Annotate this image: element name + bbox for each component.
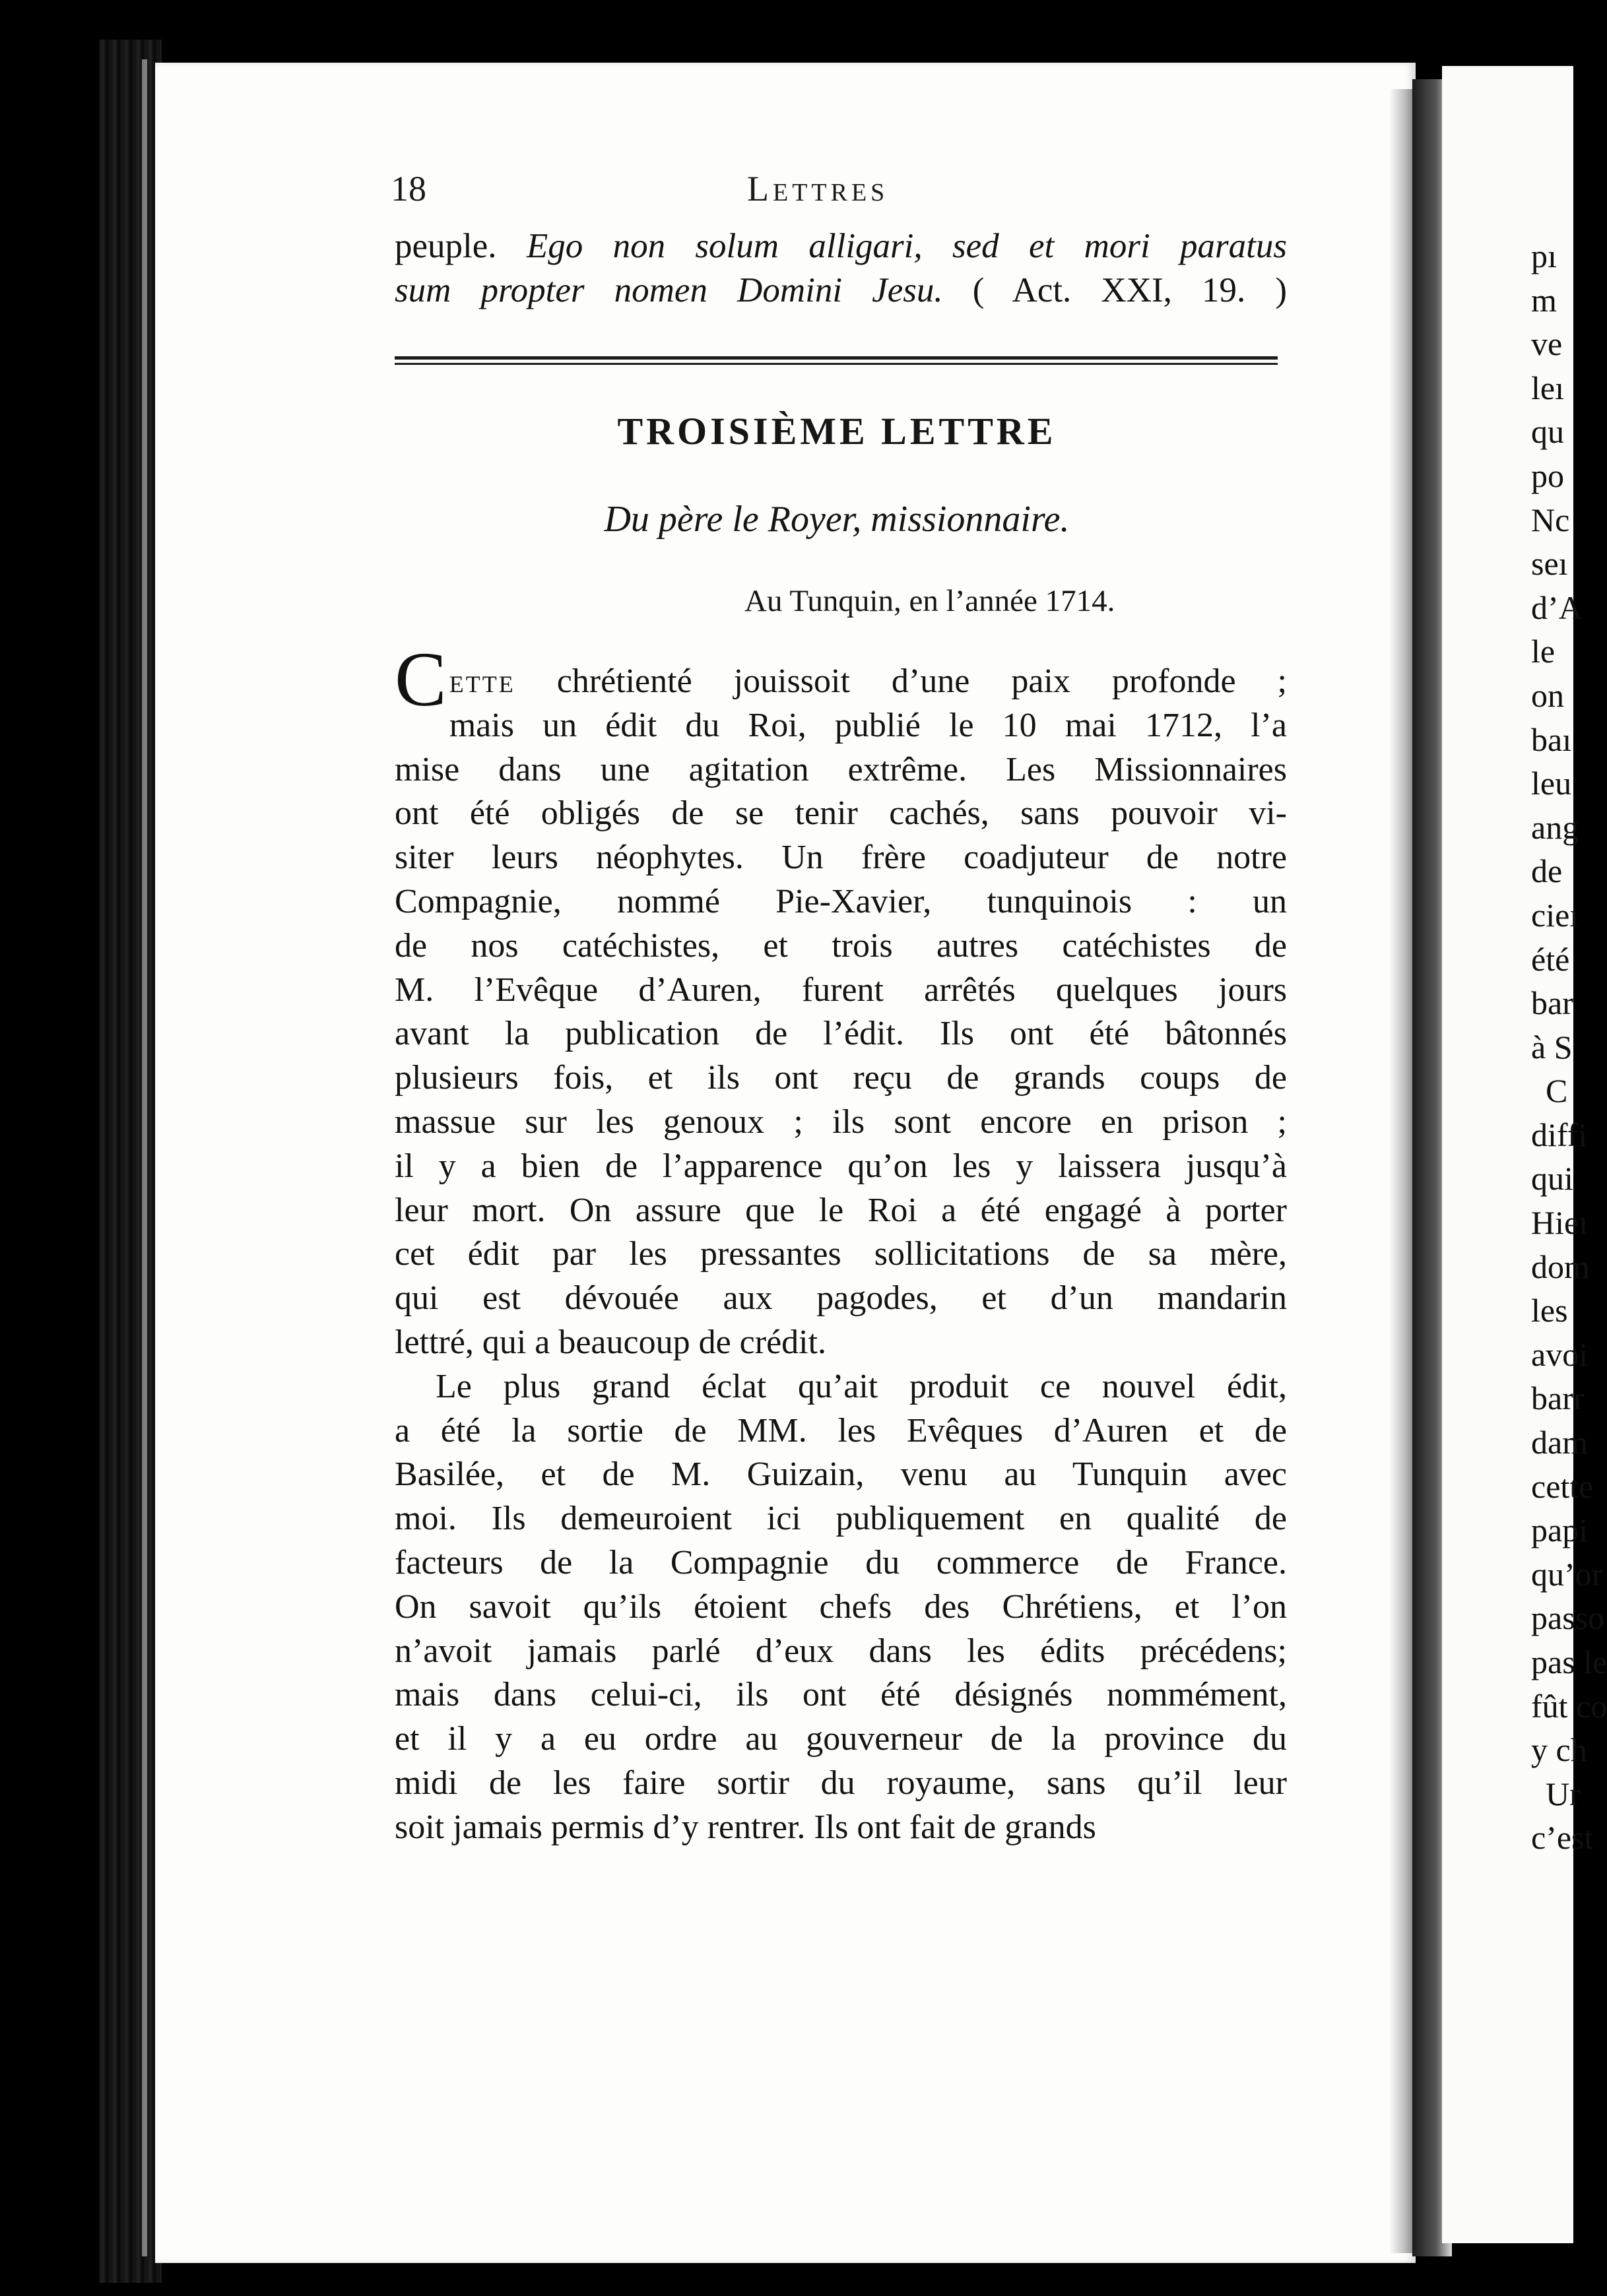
facing-line-fragment: ve — [1531, 325, 1563, 363]
text-line: Basilée, et de M. Guizain, venu au Tunquin avec — [395, 1455, 1287, 1494]
text-line: il y a bien de l’apparence qu’on les y laissera jusqu’à — [395, 1147, 1287, 1185]
facing-line-fragment: leı — [1531, 369, 1564, 406]
facing-line-fragment: po — [1531, 457, 1564, 494]
latin-quote: sum propter nomen Domini Jesu. — [395, 271, 943, 309]
text-line — [395, 224, 1287, 269]
facing-line-fragment: y ch — [1531, 1731, 1587, 1769]
facing-line-fragment: bar — [1531, 984, 1573, 1022]
paragraph-2 — [395, 1365, 1287, 1850]
facing-page-text — [1531, 234, 1607, 1860]
facing-line-fragment: leu — [1531, 765, 1572, 802]
text-line: soit jamais permis d’y rentrer. Ils ont fait de grands — [395, 1808, 1096, 1846]
facing-line-fragment: à S — [1531, 1028, 1573, 1066]
facing-line-fragment: été — [1531, 940, 1570, 978]
text-line: et il y a eu ordre au gouverneur de la province du — [395, 1720, 1287, 1758]
facing-line-fragment: qui — [1531, 1160, 1573, 1197]
facing-line-fragment: dom — [1531, 1248, 1590, 1285]
text-line: Compagnie, nommé Pie-Xavier, tunquinois : un — [395, 882, 1287, 920]
book-binding-edge — [99, 40, 162, 2283]
paragraph-1 — [395, 704, 1287, 1365]
page-number: 18 — [391, 169, 426, 208]
facing-line-fragment: avoi — [1531, 1335, 1589, 1373]
text-line: qui est dévouée aux pagodes, et d’un mandarin — [395, 1279, 1287, 1318]
text-line — [395, 636, 1287, 722]
running-head — [391, 168, 932, 214]
text-line: cet édit par les pressantes sollicitations de sa mère, — [395, 1235, 1287, 1273]
text-line: mais un édit du Roi, publié le 10 mai 1712, l’a — [449, 706, 1287, 744]
first-word-rest: ette — [449, 662, 515, 700]
facing-line-fragment: on — [1531, 676, 1564, 714]
facing-line-fragment: papi — [1531, 1512, 1589, 1549]
facing-line-fragment: baı — [1531, 720, 1572, 758]
text-line: de nos catéchistes, et trois autres catéchistes de — [395, 926, 1287, 965]
text-line: leur mort. On assure que le Roi a été engagé à porter — [395, 1191, 1287, 1229]
facing-line-fragment: pas le — [1531, 1643, 1607, 1680]
facing-line-fragment: barr — [1531, 1380, 1585, 1417]
text-line: mise dans une agitation extrême. Les Missionnaires — [395, 750, 1287, 788]
letter-body — [395, 636, 1287, 1850]
facing-line-fragment: le — [1531, 633, 1556, 670]
latin-quote: Ego non solum alligari, sed et mori paratus — [526, 227, 1288, 265]
text-line: M. l’Evêque d’Auren, furent arrêtés quelques jours — [395, 971, 1287, 1009]
text-line: a été la sortie de MM. les Evêques d’Auren et de — [395, 1411, 1287, 1450]
letter-place-date: Au Tunquin, en l’année 1714. — [744, 584, 1115, 618]
facing-line-fragment: pı — [1531, 238, 1557, 274]
text-line: massue sur les genoux ; ils sont encore en prison ; — [395, 1102, 1287, 1141]
facing-line-fragment: qu’or — [1531, 1555, 1603, 1593]
facing-line-fragment: les — [1531, 1292, 1568, 1329]
facing-line-fragment: Hieı — [1531, 1204, 1589, 1242]
binding-highlight — [142, 59, 147, 2256]
drop-cap: C — [395, 636, 447, 722]
facing-line-fragment: d’A — [1531, 589, 1583, 626]
facing-line-fragment: seı — [1531, 545, 1568, 583]
facing-line-fragment: de — [1531, 852, 1563, 890]
facing-line-fragment: Ur — [1546, 1775, 1581, 1812]
facing-line-fragment: c’est — [1531, 1819, 1594, 1857]
facing-line-fragment: C — [1546, 1072, 1568, 1110]
facing-line-fragment: passo — [1531, 1599, 1605, 1637]
facing-line-fragment: cette — [1531, 1467, 1594, 1505]
facing-line-fragment: qu — [1531, 413, 1564, 451]
text-line: siter leurs néophytes. Un frère coadjuteur de notre — [395, 839, 1287, 877]
text-line: On savoit qu’ils étoient chefs des Chrétiens, et l’on — [395, 1587, 1287, 1626]
text-line: plusieurs fois, et ils ont reçu de grands coups de — [395, 1059, 1287, 1097]
running-title: Lettres — [747, 169, 889, 208]
letter-title: TROISIÈME LETTRE — [617, 410, 1057, 453]
text-line — [395, 269, 1287, 313]
facing-line-fragment: fût co — [1531, 1687, 1607, 1725]
scripture-reference: ( Act. XXI, 19. ) — [972, 271, 1287, 309]
text-line: lettré, qui a beaucoup de crédit. — [395, 1323, 827, 1361]
text-line: Le plus grand éclat qu’ait produit ce nouvel édit, — [436, 1367, 1287, 1405]
text-line: mais dans celui-ci, ils ont été désignés nommément, — [395, 1676, 1287, 1714]
facing-line-fragment: m — [1531, 281, 1557, 319]
text-span: peuple. — [395, 227, 497, 265]
text-line: midi de les faire sortir du royaume, sans qu’il leur — [395, 1764, 1287, 1802]
facing-line-fragment: ang — [1531, 808, 1579, 846]
text-line: moi. Ils demeuroient ici publiquement en qualité de — [395, 1500, 1287, 1538]
facing-line-fragment: cieı — [1531, 896, 1579, 934]
section-divider-rule — [395, 356, 1278, 368]
text-line: ont été obligés de se tenir cachés, sans pouvoir vi- — [395, 794, 1287, 833]
text-span: chrétienté jouissoit d’une paix profonde ; — [556, 662, 1287, 700]
facing-line-fragment: diffi — [1531, 1116, 1588, 1153]
text-line: avant la publication de l’édit. Ils ont été bâtonnés — [395, 1015, 1287, 1053]
facing-line-fragment: dam — [1531, 1424, 1589, 1461]
letter-author: Du père le Royer, missionnaire. — [604, 499, 1070, 540]
text-line: n’avoit jamais parlé d’eux dans les édits précédens; — [395, 1632, 1287, 1670]
previous-letter-ending — [395, 224, 1287, 313]
facing-line-fragment: Nc — [1531, 501, 1570, 538]
text-line: facteurs de la Compagnie du commerce de France. — [395, 1543, 1287, 1581]
